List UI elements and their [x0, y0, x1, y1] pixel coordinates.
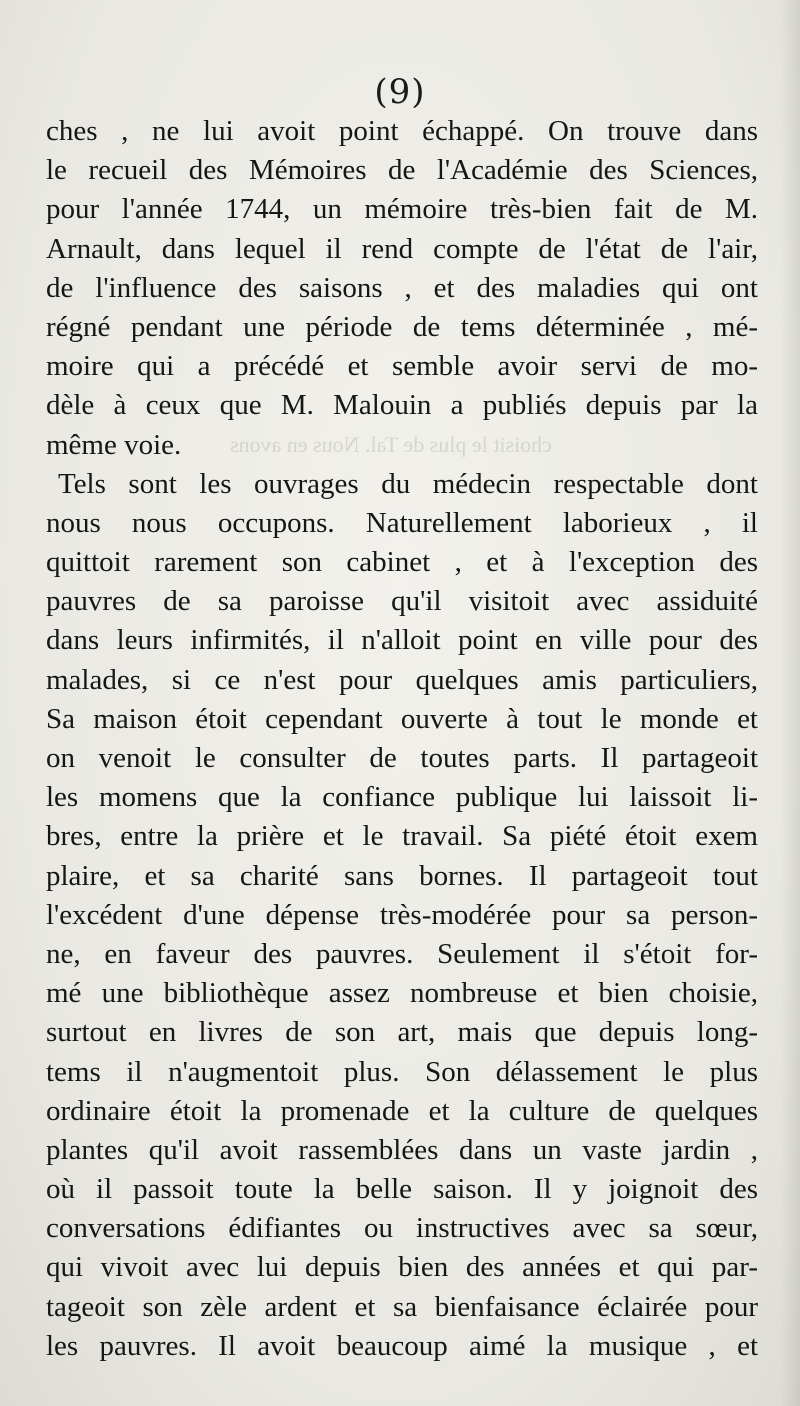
- text-line: l'excédent d'une dépense très-modérée pour sa person-: [46, 898, 758, 931]
- text-line: de l'influence des saisons , et des maladies qui ont: [46, 271, 758, 304]
- text-line: pauvres de sa paroisse qu'il visitoit avec assiduité: [46, 585, 758, 618]
- page-number: (9): [374, 72, 426, 112]
- text-line: quittoit rarement son cabinet , et à l'exception des: [46, 546, 758, 579]
- text-line: conversations édifiantes ou instructives avec sa sœur,: [46, 1212, 758, 1245]
- text-line: le recueil des Mémoires de l'Académie des Sciences,: [46, 154, 758, 187]
- paragraph-start-line: Tels sont les ouvrages du médecin respectable dont: [58, 467, 758, 500]
- text-line: bres, entre la prière et le travail. Sa piété étoit exem: [46, 820, 758, 853]
- text-line: on venoit le consulter de toutes parts. Il partageoit: [46, 742, 758, 774]
- text-line: ne, en faveur des pauvres. Seulement il s'étoit for-: [46, 937, 758, 970]
- text-line: ordinaire étoit la promenade et la culture de quelques: [46, 1094, 758, 1127]
- show-through-text: choisit le plus de Tal. Nous en avons: [230, 432, 552, 457]
- text-line: régné pendant une période de tems déterminée , mé-: [46, 310, 758, 343]
- text-line: tems il n'augmentoit plus. Son délassement le plus: [46, 1055, 758, 1088]
- text-line: dans leurs infirmités, il n'alloit point en ville pour des: [46, 624, 758, 657]
- text-line: les momens que la confiance publique lui laissoit li-: [46, 781, 758, 814]
- text-line: moire qui a précédé et semble avoir servi de mo-: [46, 350, 758, 383]
- text-line: nous nous occupons. Naturellement laborieux , il: [46, 506, 758, 539]
- text-line: plaire, et sa charité sans bornes. Il partageoit tout: [46, 859, 758, 892]
- page-edge-shadow: [780, 0, 800, 1406]
- text-line: plantes qu'il avoit rassemblées dans un vaste jardin ,: [46, 1133, 758, 1166]
- body-text: [46, 112, 758, 1366]
- text-line: où il passoit toute la belle saison. Il y joignoit des: [46, 1173, 758, 1206]
- text-line: Sa maison étoit cependant ouverte à tout le monde et: [46, 702, 758, 735]
- text-line: surtout en livres de son art, mais que depuis long-: [46, 1016, 758, 1049]
- text-line: Arnault, dans lequel il rend compte de l'état de l'air,: [46, 232, 758, 265]
- text-line: malades, si ce n'est pour quelques amis particuliers,: [46, 663, 758, 696]
- text-line: tageoit son zèle ardent et sa bienfaisance éclairée pour: [46, 1290, 758, 1323]
- paragraph-end-line: même voie.: [46, 428, 182, 461]
- text-line: les pauvres. Il avoit beaucoup aimé la musique , et: [46, 1329, 758, 1362]
- text-line: dèle à ceux que M. Malouin a publiés depuis par la: [46, 389, 758, 422]
- text-line: mé une bibliothèque assez nombreuse et bien choisie,: [46, 977, 758, 1010]
- text-line: pour l'année 1744, un mémoire très-bien fait de M.: [46, 193, 758, 226]
- text-line: ches , ne lui avoit point échappé. On trouve dans: [46, 115, 758, 147]
- text-line: qui vivoit avec lui depuis bien des années et qui par-: [46, 1251, 758, 1284]
